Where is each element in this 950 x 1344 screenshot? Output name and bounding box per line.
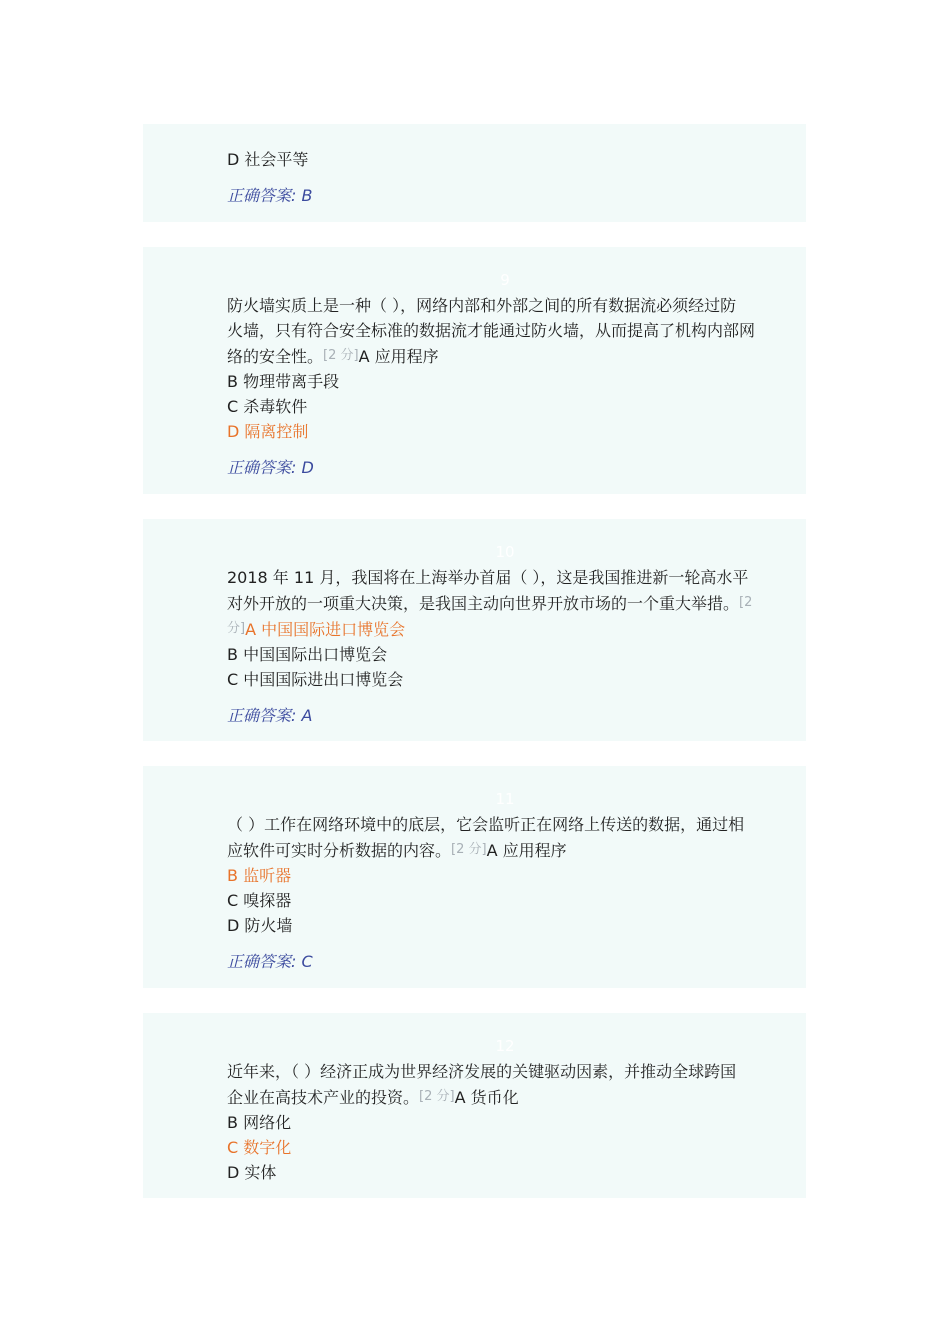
question-stem-line bbox=[227, 837, 783, 863]
question-card-8 bbox=[143, 124, 806, 222]
correct-answer: 正确答案: A bbox=[227, 706, 313, 725]
question-number: 10 bbox=[495, 543, 515, 561]
question-stem-line: 近年来，（ ）经济正成为世界经济发展的关键驱动因素，并推动全球跨国 bbox=[227, 1062, 737, 1081]
question-stem-text: 应软件可实时分析数据的内容。 bbox=[227, 841, 452, 860]
option-d: D 实体 bbox=[227, 1163, 277, 1182]
score-tag: [2 分] bbox=[419, 1089, 455, 1104]
option-c: C 杀毒软件 bbox=[227, 397, 308, 416]
question-number: 12 bbox=[495, 1037, 515, 1055]
question-stem-line: 2018 年 11 月，我国将在上海举办首届（ ），这是我国推进新一轮高水平 bbox=[227, 568, 749, 587]
question-number: 11 bbox=[495, 790, 515, 808]
question-stem-text: 对外开放的一项重大决策，是我国主动向世界开放市场的一个重大举措。 bbox=[227, 594, 740, 613]
score-tag: 分] bbox=[227, 621, 246, 636]
question-card-10 bbox=[143, 519, 806, 741]
selected-option-a: A 中国国际进口博览会 bbox=[245, 620, 406, 639]
option-d: D 社会平等 bbox=[227, 150, 309, 169]
correct-answer: 正确答案: B bbox=[227, 186, 313, 205]
question-stem-line bbox=[227, 343, 783, 369]
question-stem-line: 防火墙实质上是一种（ ），网络内部和外部之间的所有数据流必须经过防 bbox=[227, 296, 737, 315]
question-stem-line: 火墙，只有符合安全标准的数据流才能通过防火墙，从而提高了机构内部网 bbox=[227, 321, 756, 340]
selected-option-b: B 监听器 bbox=[227, 866, 292, 885]
correct-answer: 正确答案: C bbox=[227, 952, 313, 971]
option-b: B 中国国际出口博览会 bbox=[227, 645, 388, 664]
question-stem-text: 企业在高技术产业的投资。 bbox=[227, 1088, 420, 1107]
option-b: B 物理带离手段 bbox=[227, 372, 340, 391]
question-stem-line bbox=[227, 590, 783, 616]
option-d: D 防火墙 bbox=[227, 916, 293, 935]
selected-option-d: D 隔离控制 bbox=[227, 422, 309, 441]
option-a: A 货币化 bbox=[454, 1088, 519, 1107]
question-card-12 bbox=[143, 1013, 806, 1198]
score-tag: [2 分] bbox=[323, 348, 359, 363]
score-tag: [2 分] bbox=[451, 842, 487, 857]
option-c: C 嗅探器 bbox=[227, 891, 292, 910]
question-stem-line: （ ）工作在网络环境中的底层，它会监听正在网络上传送的数据，通过相 bbox=[227, 815, 745, 834]
question-number: 9 bbox=[500, 271, 510, 289]
option-a: A 应用程序 bbox=[358, 347, 439, 366]
question-card-9 bbox=[143, 247, 806, 494]
question-stem-text: 络的安全性。 bbox=[227, 347, 324, 366]
option-b: B 网络化 bbox=[227, 1113, 292, 1132]
option-a: A 应用程序 bbox=[486, 841, 567, 860]
question-card-11 bbox=[143, 766, 806, 988]
correct-answer: 正确答案: D bbox=[227, 458, 314, 477]
selected-option-c: C 数字化 bbox=[227, 1138, 292, 1157]
option-c: C 中国国际进出口博览会 bbox=[227, 670, 404, 689]
score-tag: [2 bbox=[739, 595, 753, 610]
question-stem-line bbox=[227, 1084, 783, 1110]
